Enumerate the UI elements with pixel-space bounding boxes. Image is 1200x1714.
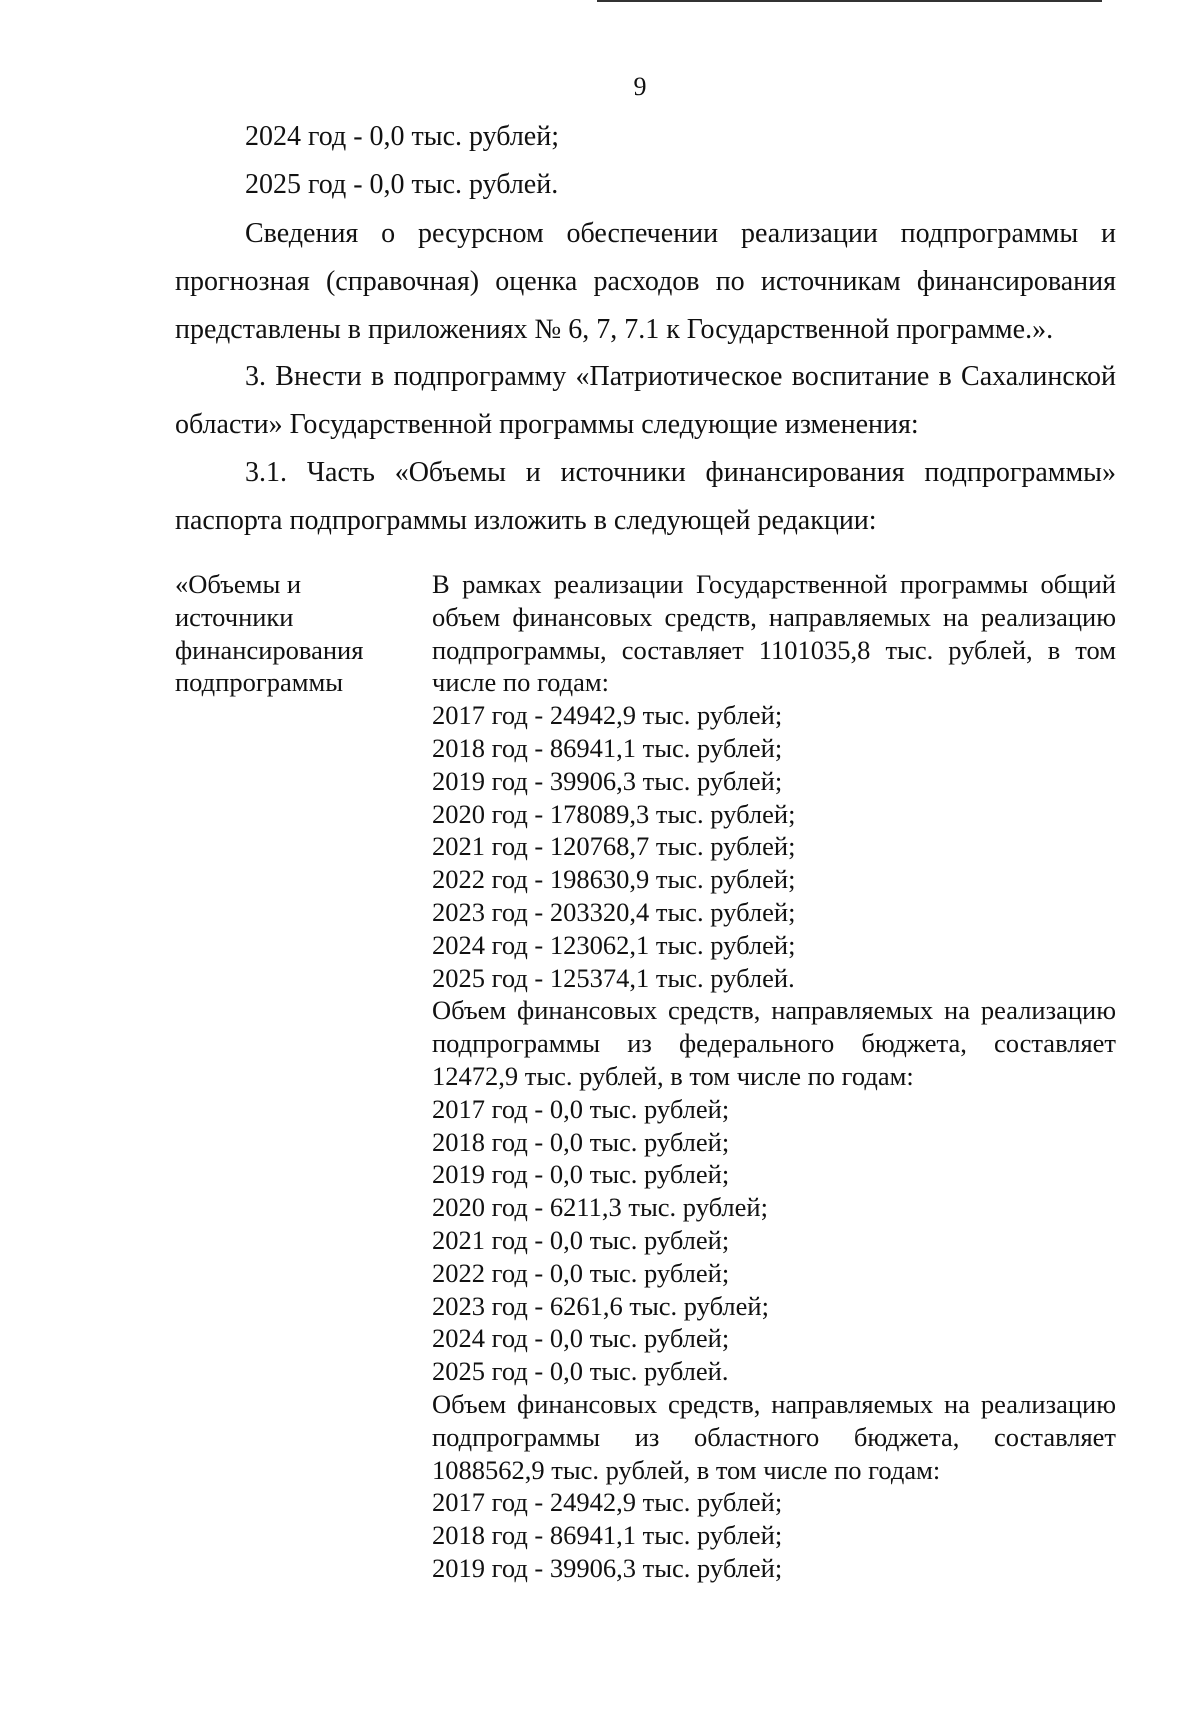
year-row: 2017 год - 24942,9 тыс. рублей; xyxy=(432,700,783,731)
regional-funding-text: Объем финансовых средств, направляемых на реализацию подпрограммы из областного бюджета, составляет 1088562,9 тыс. рублей, в том числе по годам: xyxy=(432,1388,1116,1485)
year-row: 2019 год - 0,0 тыс. рублей; xyxy=(432,1159,730,1190)
passport-label-line: подпрограммы xyxy=(175,667,344,698)
year-row: 2020 год - 178089,3 тыс. рублей; xyxy=(432,798,796,829)
passport-label-line: источники xyxy=(175,601,294,632)
top-rule xyxy=(597,0,1102,2)
intro-line-2025: 2025 год - 0,0 тыс. рублей. xyxy=(245,169,559,200)
year-row: 2017 год - 0,0 тыс. рублей; xyxy=(432,1093,730,1124)
year-row: 2019 год - 39906,3 тыс. рублей; xyxy=(432,1552,783,1583)
year-row: 2022 год - 0,0 тыс. рублей; xyxy=(432,1257,730,1288)
passport-label-line: «Объемы и xyxy=(175,569,302,599)
year-row: 2024 год - 0,0 тыс. рублей; xyxy=(432,1323,730,1354)
year-row: 2019 год - 39906,3 тыс. рублей; xyxy=(432,765,783,796)
item-3-paragraph xyxy=(175,353,1116,449)
intro-line-2024: 2024 год - 0,0 тыс. рублей; xyxy=(245,121,560,152)
item-3-text: 3. Внести в подпрограмму «Патриотическое воспитание в Сахалинской области» Государственной программы следующие изменения: xyxy=(175,361,1116,440)
resources-info-text: Сведения о ресурсном обеспечении реализации подпрограммы и прогнозная (справочная) оценка расходов по источникам финансирования представлены в приложениях № 6, 7, 7.1 к Государственной программе.». xyxy=(175,218,1116,345)
year-row: 2017 год - 24942,9 тыс. рублей; xyxy=(432,1487,783,1518)
year-row: 2024 год - 123062,1 тыс. рублей; xyxy=(432,929,796,960)
year-row: 2025 год - 125374,1 тыс. рублей. xyxy=(432,962,795,993)
year-row: 2018 год - 86941,1 тыс. рублей; xyxy=(432,732,783,763)
total-funding-text: В рамках реализации Государственной программы общий объем финансовых средств, направляемых на реализацию подпрограммы, составляет 1101035,8 тыс. рублей, в том числе по годам: xyxy=(432,569,1116,698)
federal-years-list xyxy=(432,1093,1116,1388)
item-3-1-text: 3.1. Часть «Объемы и источники финансирования подпрограммы» паспорта подпрограммы изложить в следующей редакции: xyxy=(175,457,1116,536)
federal-funding-text: Объем финансовых средств, направляемых на реализацию подпрограммы из федерального бюджета, составляет 12472,9 тыс. рублей, в том числе по годам: xyxy=(432,995,1116,1091)
year-row: 2023 год - 203320,4 тыс. рублей; xyxy=(432,896,796,927)
year-row: 2021 год - 0,0 тыс. рублей; xyxy=(432,1224,730,1255)
year-row: 2021 год - 120768,7 тыс. рублей; xyxy=(432,831,796,862)
page-number: 9 xyxy=(633,72,647,101)
item-3-1-paragraph xyxy=(175,449,1116,545)
passport-body xyxy=(432,568,1116,1585)
year-row: 2022 год - 198630,9 тыс. рублей; xyxy=(432,864,796,895)
year-row: 2018 год - 0,0 тыс. рублей; xyxy=(432,1126,730,1157)
year-row: 2018 год - 86941,1 тыс. рублей; xyxy=(432,1520,783,1551)
total-years-list xyxy=(432,699,1116,994)
passport-label-line: финансирования xyxy=(175,634,364,665)
year-row: 2020 год - 6211,3 тыс. рублей; xyxy=(432,1192,768,1223)
resources-info-paragraph xyxy=(175,210,1116,354)
intro-lines xyxy=(175,113,1116,209)
regional-years-list xyxy=(432,1486,1116,1584)
passport-label xyxy=(175,568,395,699)
year-row: 2023 год - 6261,6 тыс. рублей; xyxy=(432,1290,769,1321)
year-row: 2025 год - 0,0 тыс. рублей. xyxy=(432,1356,729,1387)
